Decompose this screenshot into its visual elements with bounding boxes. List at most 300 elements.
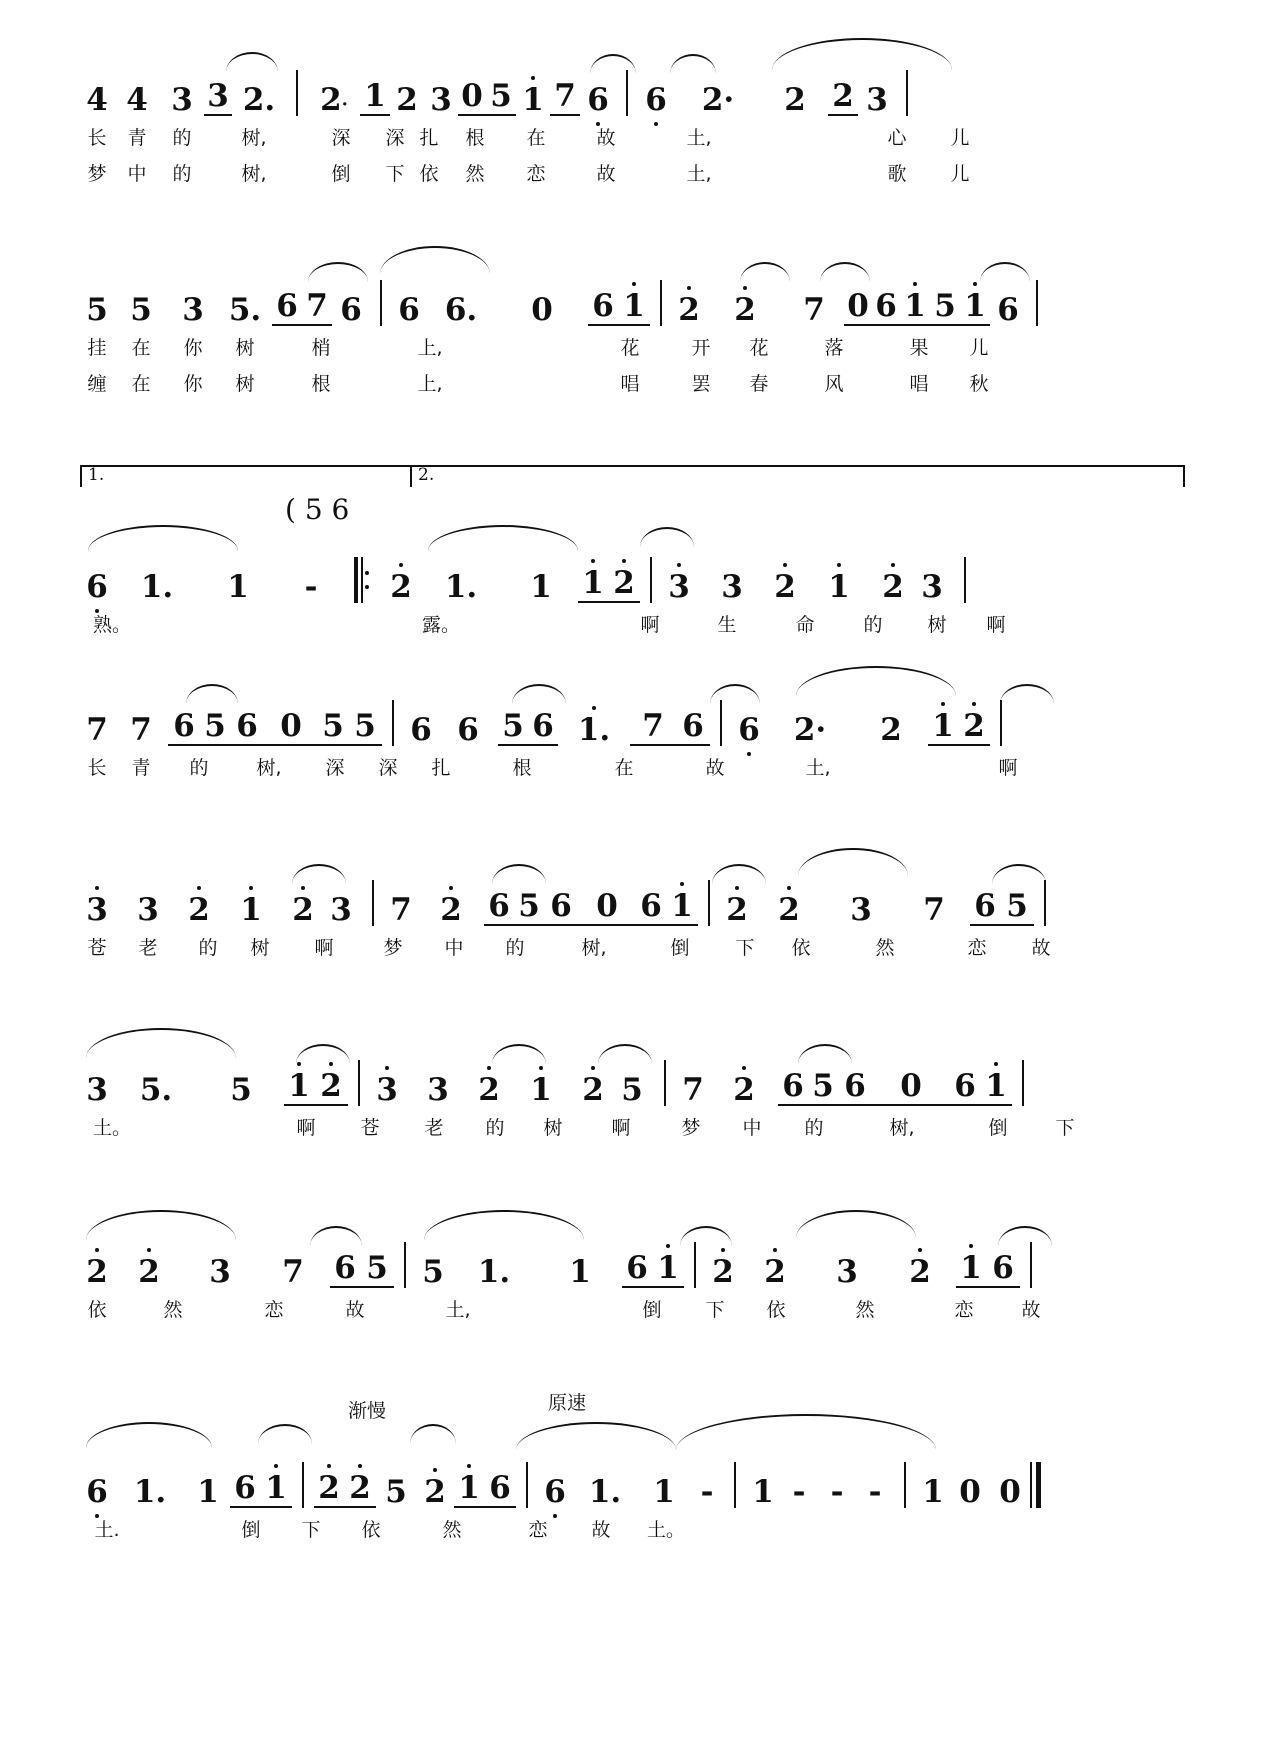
lyric-syllable	[478, 611, 616, 641]
note: 6	[997, 292, 1019, 328]
volta-brackets	[80, 465, 1185, 491]
note: 5	[486, 81, 516, 116]
note: 0	[578, 891, 636, 926]
lyric-syllable: 青	[127, 127, 147, 149]
lyric-syllable: 故	[345, 1299, 365, 1321]
lyric-row-1	[80, 611, 1190, 641]
note: 5	[230, 1072, 252, 1108]
barline	[380, 280, 382, 326]
note: 3	[850, 892, 872, 928]
note: 2	[314, 1071, 348, 1106]
note: 1	[197, 1474, 219, 1510]
note: 3	[137, 892, 159, 928]
lyric-syllable: 果	[909, 337, 929, 359]
barline	[372, 880, 374, 926]
lyric-syllable: 然	[465, 163, 485, 185]
lyric-syllable: 中	[742, 1117, 762, 1139]
lyric-syllable: 恋	[528, 1519, 548, 1541]
note: 2	[884, 1257, 956, 1288]
note: 2	[80, 1257, 114, 1288]
lyric-syllable: 依	[361, 1519, 381, 1541]
note: 1	[360, 81, 390, 116]
note: -	[304, 569, 318, 605]
note: 6	[398, 292, 420, 328]
barline	[664, 1060, 666, 1106]
lyric-syllable: 啊	[998, 757, 1018, 779]
lyric-syllable: 下	[735, 937, 755, 959]
lyric-syllable: 在	[131, 373, 151, 395]
volta-right-cap	[1183, 465, 1185, 487]
note: 2	[740, 1257, 810, 1288]
note: 3	[204, 81, 232, 116]
system-1	[80, 60, 1190, 190]
lyric-syllable: 树	[235, 373, 255, 395]
note: 6	[272, 291, 302, 326]
note: 5	[930, 291, 960, 326]
note: 3	[182, 292, 204, 328]
note: 6	[410, 712, 432, 748]
note: 2	[720, 895, 754, 926]
note: 6	[168, 711, 200, 746]
lyric-syllable: 树	[235, 337, 255, 359]
note: 2	[672, 295, 706, 326]
note: 6	[778, 1071, 808, 1106]
lyric-syllable: 啊	[640, 614, 660, 636]
slur	[676, 1414, 936, 1450]
note: 1.	[444, 569, 478, 605]
note: 3	[80, 895, 114, 926]
repeat-sign	[354, 557, 368, 603]
lyric-syllable: 梦	[383, 937, 403, 959]
lyric-syllable: 恋	[526, 163, 546, 185]
note: 1	[900, 291, 930, 326]
note: 5	[200, 711, 230, 746]
barline	[1036, 280, 1038, 326]
note: 6	[230, 711, 264, 746]
note: 6	[622, 1253, 652, 1288]
lyric-row-1	[80, 1114, 1190, 1144]
note: 3	[330, 892, 352, 928]
note: 1	[454, 1473, 484, 1508]
lyric-syllable: 苍	[360, 1117, 380, 1139]
note: 2	[608, 568, 640, 603]
note: 1	[260, 1473, 292, 1508]
system-4	[80, 690, 1190, 784]
lyric-syllable: 故	[705, 757, 725, 779]
note: 5	[385, 1474, 407, 1510]
notes-row	[80, 60, 1190, 116]
note: 2	[880, 712, 902, 748]
note: 7	[682, 1072, 704, 1108]
note: 3	[721, 569, 743, 605]
note: 2	[768, 572, 802, 603]
lyric-syllable: 深	[331, 127, 351, 149]
note: 6	[544, 891, 578, 926]
note: 2	[286, 895, 320, 926]
note: 5	[86, 292, 108, 328]
note: 2	[114, 1257, 184, 1288]
lyric-syllable: 的	[172, 127, 192, 149]
lyric-syllable: 啊	[611, 1117, 631, 1139]
note: 7	[550, 81, 580, 116]
notes-row	[80, 547, 1190, 603]
note: 2	[784, 82, 806, 118]
note: 1	[752, 1474, 774, 1510]
lyric-syllable: 熟。	[92, 614, 131, 636]
note: 5.	[139, 1072, 173, 1108]
lyric-syllable: 扎	[419, 127, 439, 149]
note: 0	[872, 1071, 950, 1106]
note: 5	[422, 1254, 444, 1290]
note: 2	[706, 1257, 740, 1288]
volta-2	[410, 465, 1182, 487]
lyric-syllable: 土.	[94, 1519, 120, 1541]
note: -	[792, 1474, 806, 1510]
lyric-row-1	[80, 754, 1190, 784]
barline	[734, 1462, 736, 1508]
lyric-syllable: 春	[749, 373, 769, 395]
slur	[516, 1422, 676, 1450]
lyric-syllable: 的	[172, 163, 192, 185]
note: 1	[530, 569, 552, 605]
lyric-syllable: 青	[131, 757, 151, 779]
lyric-syllable: 在	[614, 757, 634, 779]
lyric-syllable: 梢	[311, 337, 331, 359]
lyric-syllable: 根	[512, 757, 532, 779]
note: 6	[457, 712, 479, 748]
lyric-syllable: 秋	[969, 373, 989, 395]
note: 2	[384, 572, 418, 603]
lyric-syllable: 根	[311, 373, 331, 395]
note: 2	[754, 895, 824, 926]
lyric-row-1	[80, 1516, 1190, 1546]
note: 2	[828, 81, 858, 116]
lyric-syllable	[134, 1516, 222, 1546]
note: 5	[318, 711, 348, 746]
note: 5	[360, 1253, 394, 1288]
note: -	[868, 1474, 882, 1510]
note: 5	[498, 711, 528, 746]
lyric-syllable: 深	[325, 757, 345, 779]
note: 1.	[477, 1254, 511, 1290]
note: 3	[171, 82, 193, 118]
note: -	[830, 1474, 844, 1510]
note: 1	[618, 291, 650, 326]
note: 2	[182, 895, 216, 926]
lyric-syllable: 树,	[241, 163, 267, 185]
lyric-syllable: 故	[1031, 937, 1051, 959]
lyric-row-2	[80, 160, 1190, 190]
lyric-syllable: 树	[927, 614, 947, 636]
barline	[358, 1060, 360, 1106]
note: 5	[514, 891, 544, 926]
barline	[526, 1462, 528, 1508]
note: 2	[344, 1473, 376, 1508]
lyric-syllable: 树,	[889, 1117, 915, 1139]
note: 7	[390, 892, 412, 928]
notes-row	[80, 1050, 1190, 1106]
note: 6	[588, 291, 618, 326]
note: 6	[986, 1253, 1020, 1288]
lyric-syllable: 树,	[256, 757, 282, 779]
note: 2	[958, 711, 990, 746]
note: 6	[950, 1071, 980, 1106]
volta-2-label: 2.	[418, 465, 435, 485]
note: 1	[653, 1474, 675, 1510]
note: 7	[302, 291, 332, 326]
note: 3	[866, 82, 888, 118]
lyric-row-1	[80, 124, 1190, 154]
note: 3	[427, 1072, 449, 1108]
note: -	[700, 1474, 714, 1510]
lyric-syllable: 风	[824, 373, 844, 395]
note: 5.	[228, 292, 262, 328]
lyric-syllable	[144, 1114, 274, 1144]
lyric-syllable: 树,	[241, 127, 267, 149]
note: 7	[803, 292, 825, 328]
barline	[904, 1462, 906, 1508]
note: 2·	[793, 712, 827, 748]
system-7	[80, 1232, 1190, 1326]
lyric-syllable: 然	[442, 1519, 462, 1541]
note: 7	[282, 1254, 304, 1290]
note: 5	[348, 711, 382, 746]
note: 0	[959, 1474, 981, 1510]
lyric-syllable: 在	[131, 337, 151, 359]
lyric-syllable: 深	[378, 757, 398, 779]
note: 3	[662, 572, 696, 603]
lyric-syllable: 下	[1055, 1117, 1075, 1139]
lyric-syllable: 恋	[954, 1299, 974, 1321]
note: 6	[838, 1071, 872, 1106]
lyric-syllable: 落	[824, 337, 844, 359]
note: 5	[1000, 891, 1034, 926]
lyric-syllable: 生	[717, 614, 737, 636]
lyric-syllable: 故	[596, 163, 616, 185]
note: 4	[126, 82, 148, 118]
lyric-syllable: 恋	[967, 937, 987, 959]
note: 2	[472, 1075, 506, 1106]
lyric-syllable: 树	[250, 937, 270, 959]
barline	[1022, 1060, 1024, 1106]
notes-row	[80, 690, 1190, 746]
slur	[86, 1422, 212, 1448]
lyric-syllable: 故	[1021, 1299, 1041, 1321]
lyric-syllable: 深	[385, 127, 405, 149]
system-8	[80, 1392, 1190, 1546]
note: 0	[264, 711, 318, 746]
note: 7	[130, 712, 152, 748]
lyric-syllable: 儿	[950, 127, 970, 149]
lyric-syllable: 花	[749, 337, 769, 359]
note: 6	[970, 891, 1000, 926]
note: 5	[130, 292, 152, 328]
note: 7	[86, 712, 108, 748]
slur	[258, 1424, 312, 1444]
note: 3	[921, 569, 943, 605]
lyric-syllable: 树,	[581, 937, 607, 959]
note: 6	[230, 1473, 260, 1508]
lyric-syllable	[490, 370, 594, 400]
lyric-syllable: 命	[795, 614, 815, 636]
note: 6	[330, 1253, 360, 1288]
note: 2·	[701, 82, 735, 118]
lyric-syllable: 在	[526, 127, 546, 149]
barline	[1000, 700, 1002, 746]
lyric-syllable: 倒	[670, 937, 690, 959]
barline	[708, 880, 710, 926]
tempo-marking-slowing: 渐慢	[348, 1400, 387, 1422]
note: 1	[666, 891, 698, 926]
note: 4	[86, 82, 108, 118]
lyric-syllable: 啊	[314, 937, 334, 959]
barline	[302, 1462, 304, 1508]
notes-row	[80, 1452, 1190, 1508]
lyric-syllable: 缠	[87, 373, 107, 395]
lyric-syllable: 故	[596, 127, 616, 149]
note: 0	[999, 1474, 1021, 1510]
note: 6	[872, 291, 900, 326]
note: 6	[528, 711, 558, 746]
notes-row	[80, 870, 1190, 926]
note: 2	[418, 895, 484, 926]
note: 6.	[444, 292, 478, 328]
note: 6	[484, 1473, 516, 1508]
lyric-syllable: 土,	[445, 1299, 471, 1321]
note: 2	[396, 82, 418, 118]
note: 2	[416, 1477, 454, 1508]
lyric-syllable: 的	[804, 1117, 824, 1139]
lyric-syllable: 老	[424, 1117, 444, 1139]
lyric-syllable: 土,	[805, 757, 831, 779]
barline	[1030, 1242, 1032, 1288]
note: 5	[808, 1071, 838, 1106]
note: 3	[86, 1072, 108, 1108]
lyric-syllable: 的	[863, 614, 883, 636]
note: 6	[340, 292, 362, 328]
lyric-syllable: 依	[791, 937, 811, 959]
barline	[296, 70, 298, 116]
barline	[404, 1242, 406, 1288]
note: 6	[538, 1477, 572, 1508]
lyric-syllable: 唱	[620, 373, 640, 395]
lyric-syllable: 土,	[686, 127, 712, 149]
note: 6	[80, 572, 114, 603]
lyric-syllable: 下	[705, 1299, 725, 1321]
lyric-syllable: 的	[505, 937, 525, 959]
note: 3	[836, 1254, 858, 1290]
slur	[640, 527, 694, 547]
lyric-syllable: 儿	[950, 163, 970, 185]
lyric-syllable: 然	[855, 1299, 875, 1321]
note: 2	[710, 1075, 778, 1106]
barline	[964, 557, 966, 603]
notes-row	[80, 1232, 1190, 1288]
lyric-syllable: 然	[163, 1299, 183, 1321]
note: 1	[928, 711, 958, 746]
lyric-syllable: 倒	[331, 163, 351, 185]
lyric-syllable: 的	[198, 937, 218, 959]
note: 2	[314, 1473, 344, 1508]
lyric-syllable: 树	[543, 1117, 563, 1139]
lyric-syllable: 长	[87, 127, 107, 149]
lyric-row-1	[80, 334, 1190, 364]
barline	[694, 1242, 696, 1288]
lyric-syllable: 梦	[681, 1117, 701, 1139]
note: 6	[636, 891, 666, 926]
barline	[626, 70, 628, 116]
note: 2.	[242, 82, 276, 118]
note: 6	[732, 715, 766, 746]
note: 1.	[133, 1474, 167, 1510]
note: 2·	[320, 82, 348, 118]
note: 5	[621, 1072, 643, 1108]
lyric-syllable: 梦	[87, 163, 107, 185]
barline	[1044, 880, 1046, 926]
lyric-syllable: 倒	[988, 1117, 1008, 1139]
tempo-marking-original: 原速	[548, 1392, 587, 1414]
note: 1.	[140, 569, 174, 605]
note: 2	[706, 295, 784, 326]
lyric-syllable: 的	[189, 757, 209, 779]
lyric-syllable: 根	[465, 127, 485, 149]
notes-row	[80, 270, 1190, 326]
note: 6	[484, 891, 514, 926]
lyric-syllable: 扎	[431, 757, 451, 779]
note: 1	[802, 572, 876, 603]
final-barline	[1030, 1462, 1042, 1508]
note: 6	[580, 85, 616, 116]
barline	[392, 700, 394, 746]
note: 3	[370, 1075, 404, 1106]
tempo-paren: ( 5 6	[285, 493, 350, 526]
volta-1-label: 1.	[88, 465, 105, 485]
lyric-syllable	[754, 160, 864, 190]
lyric-syllable: 上,	[417, 337, 443, 359]
system-2	[80, 270, 1190, 400]
lyric-syllable: 长	[87, 757, 107, 779]
lyric-syllable: 下	[301, 1519, 321, 1541]
lyric-syllable: 故	[591, 1519, 611, 1541]
note: 1	[227, 569, 249, 605]
lyric-syllable: 中	[444, 937, 464, 959]
lyric-syllable: 花	[620, 337, 640, 359]
note: 0	[458, 81, 486, 116]
lyric-syllable: 依	[419, 163, 439, 185]
lyric-syllable	[522, 1296, 620, 1326]
lyric-syllable: 儿	[969, 337, 989, 359]
note: 1	[922, 1474, 944, 1510]
note: 1.	[558, 715, 630, 746]
lyric-syllable: 心	[887, 127, 907, 149]
note: 7	[630, 711, 676, 746]
note: 1	[284, 1071, 314, 1106]
note: 1	[980, 1071, 1012, 1106]
lyric-syllable: 依	[87, 1299, 107, 1321]
note: 0	[531, 292, 553, 328]
note: 1	[956, 1253, 986, 1288]
system-3	[80, 465, 1190, 641]
lyric-syllable	[490, 334, 594, 364]
lyric-syllable	[878, 754, 978, 784]
note: 2	[876, 572, 910, 603]
lyric-row-2	[80, 370, 1190, 400]
note: 7	[923, 892, 945, 928]
lyric-syllable: 苍	[87, 937, 107, 959]
lyric-syllable: 你	[183, 373, 203, 395]
lyric-syllable: 歌	[887, 163, 907, 185]
note: 1	[506, 1075, 576, 1106]
